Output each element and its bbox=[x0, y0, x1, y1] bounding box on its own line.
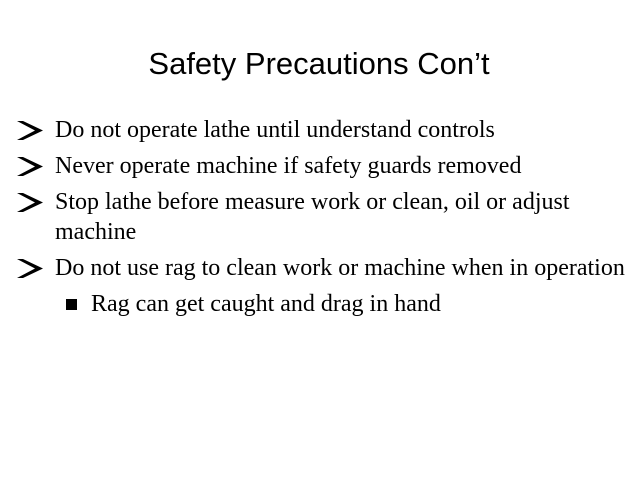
arrow-bullet-icon bbox=[17, 121, 43, 140]
sub-bullet-text: Rag can get caught and drag in hand bbox=[91, 291, 441, 317]
sub-bullet-item bbox=[15, 289, 627, 319]
bullet-list bbox=[15, 115, 627, 319]
bullet-item bbox=[15, 115, 627, 145]
arrow-bullet-icon bbox=[17, 193, 43, 212]
bullet-item bbox=[15, 253, 627, 283]
slide-title: Safety Precautions Con’t bbox=[148, 46, 490, 81]
bullet-item bbox=[15, 187, 627, 247]
bullet-text: Do not operate lathe until understand controls bbox=[55, 117, 495, 143]
bullet-text: Stop lathe before measure work or clean, oil or adjust machine bbox=[55, 189, 570, 245]
square-bullet-icon bbox=[66, 299, 77, 310]
arrow-bullet-icon bbox=[17, 259, 43, 278]
bullet-text: Never operate machine if safety guards removed bbox=[55, 153, 522, 179]
bullet-text: Do not use rag to clean work or machine when in operation bbox=[55, 255, 625, 281]
bullet-item bbox=[15, 151, 627, 181]
arrow-bullet-icon bbox=[17, 157, 43, 176]
